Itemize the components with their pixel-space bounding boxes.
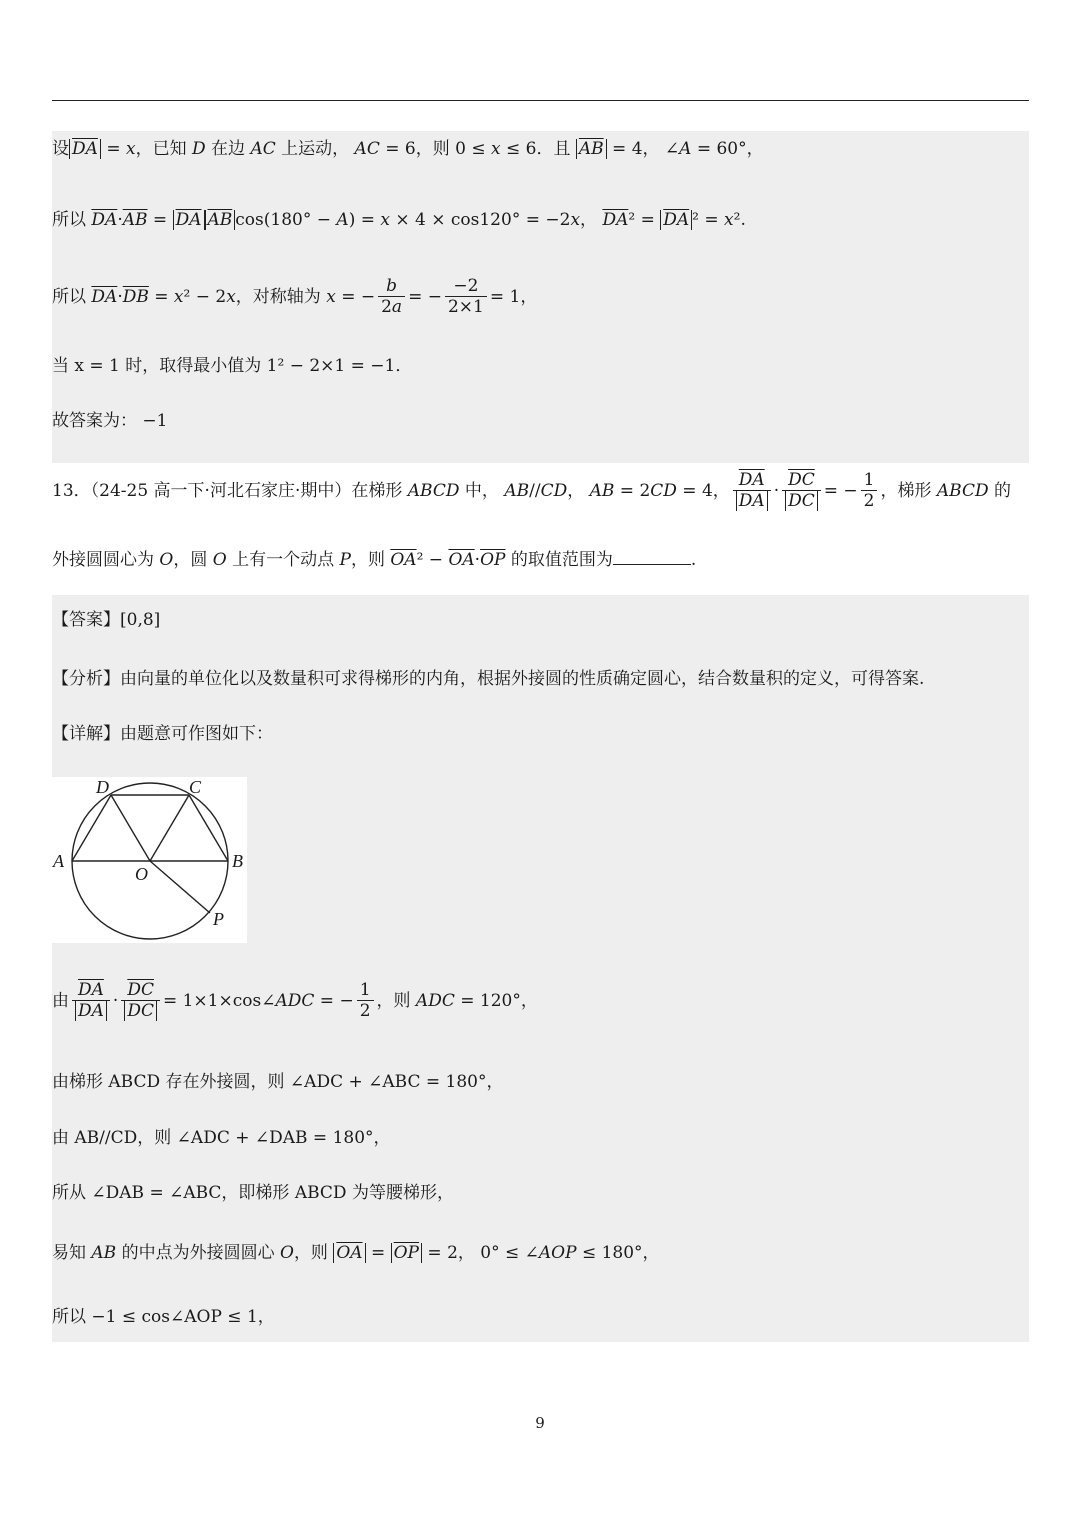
segment-bc <box>189 795 228 861</box>
label-a: A <box>53 851 64 871</box>
solution-answer-line: 故答案为： −1 <box>52 411 168 431</box>
figure-svg <box>52 777 247 943</box>
answer-line: 【答案】[0,8] <box>52 610 161 630</box>
segment-op <box>150 861 210 913</box>
segment-od <box>111 795 150 861</box>
solution-shade-bottom <box>52 595 1029 1342</box>
detail-line-2: 由梯形 ABCD 存在外接圆，则 ∠ADC + ∠ABC = 180°， <box>52 1072 504 1092</box>
detail-line-4: 所从 ∠DAB = ∠ABC，即梯形 ABCD 为等腰梯形， <box>52 1183 454 1203</box>
solution-line-2: 所以 $\overline{DA}\cdot\overline{AB} = \overline{DA}$ $\overline{AB}$ cos(180° − A) = x × 4 × cos120° = −2x， $\overline{DA}^2 = \overline{DA}$ ² = x². <box>52 210 746 230</box>
detail-line-6: 所以 −1 ≤ cos∠AOP ≤ 1， <box>52 1307 275 1327</box>
label-b: B <box>232 851 243 871</box>
solution-line-3: 所以 $\overline{DA}\cdot\overline{DB} = x^2 - 2x$，对称轴为 x = − $\frac{b}{2a}$ = − $\frac{-2}{2\times 1}$ = 1， <box>52 276 538 317</box>
detail-line-1: 由 $\frac{\overline{DA}}{DA}$ · $\frac{\overline{DC}}{DC}$ = 1×1×cos∠ADC = − $\frac{1}{2}$ ，则 ADC = 120°， <box>52 980 538 1021</box>
solution-line-1: 设 $\overline{DA} = x$，已知 D 在边 AC 上运动， AC = 6，则 0 ≤ x ≤ 6．且 $\overline{AB} = 4$， ∠A = 60°， <box>52 139 764 159</box>
detail-line: 【详解】由题意可作图如下： <box>52 724 273 744</box>
segment-ad <box>72 795 111 861</box>
label-p: P <box>213 909 224 929</box>
page-number: 9 <box>535 1414 545 1432</box>
question-13-line-2: 外接圆圆心为 O，圆 O 上有一个动点 P，则 $\overline{OA}^2 - \overline{OA}\cdot\overline{OP}$ 的取值范围为 . <box>52 550 697 570</box>
segment-oc <box>150 795 189 861</box>
header-rule <box>52 100 1029 101</box>
question-13-line-1: 13．（24-25 高一下·河北石家庄·期中）在梯形 ABCD 中， AB//CD， AB = 2CD = 4， $\frac{\overline{DA}}{DA}$ · $\frac{\overline{DC}}{DC}$ = − $\frac{1}{2}$ ，梯形 ABCD 的 <box>52 470 1012 511</box>
answer-blank <box>613 548 691 565</box>
circle-trapezoid-figure <box>52 777 247 943</box>
label-o: O <box>135 864 148 884</box>
detail-line-3: 由 AB//CD，则 ∠ADC + ∠DAB = 180°， <box>52 1128 391 1148</box>
label-d: D <box>96 777 109 797</box>
analysis-line: 【分析】由向量的单位化以及数量积可求得梯形的内角，根据外接圆的性质确定圆心，结合数量积的定义，可得答案. <box>52 669 925 689</box>
label-c: C <box>189 777 202 797</box>
solution-line-4: 当 x = 1 时，取得最小值为 1² − 2×1 = −1． <box>52 356 413 376</box>
detail-line-5: 易知 AB 的中点为外接圆圆心 O，则 $\overline{OA} = \overline{OP} = 2$， 0° ≤ ∠AOP ≤ 180°， <box>52 1243 660 1263</box>
